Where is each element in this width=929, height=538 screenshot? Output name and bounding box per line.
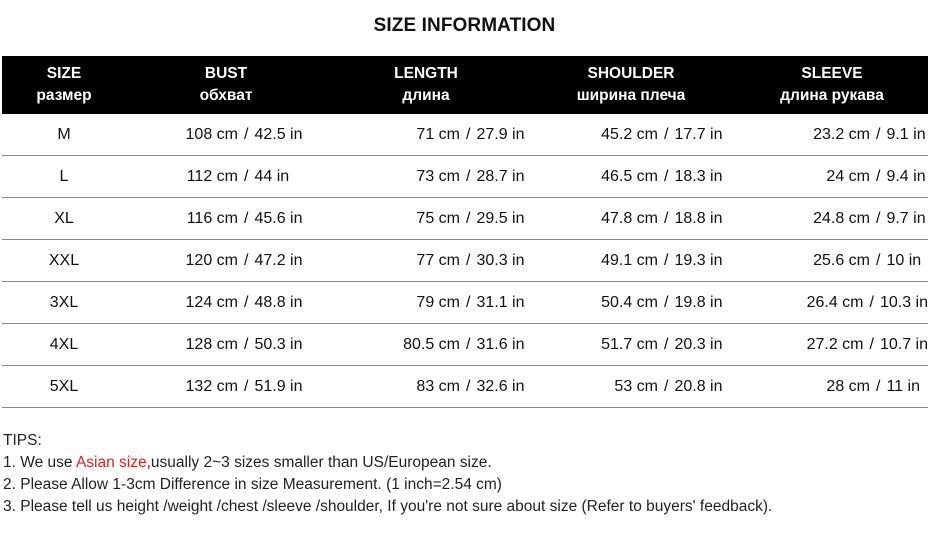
size-cell: XXL bbox=[48, 251, 80, 269]
separator: / bbox=[664, 251, 669, 269]
imperial-value: 9.1 in bbox=[886, 125, 926, 143]
metric-value: 116 cm bbox=[186, 209, 238, 227]
separator: / bbox=[876, 167, 881, 185]
metric-value: 77 cm bbox=[416, 251, 460, 269]
separator: / bbox=[664, 293, 669, 311]
imperial-value: 20.8 in bbox=[674, 377, 723, 395]
shoulder-cell bbox=[526, 168, 736, 186]
imperial-value: 18.8 in bbox=[674, 209, 723, 227]
metric-value: 46.5 cm bbox=[601, 167, 658, 185]
shoulder-cell bbox=[526, 336, 736, 354]
separator: / bbox=[876, 125, 881, 143]
separator: / bbox=[244, 251, 249, 269]
metric-value: 25.6 cm bbox=[813, 251, 870, 269]
size-table bbox=[2, 56, 928, 408]
bust-cell bbox=[126, 168, 326, 186]
imperial-value: 20.3 in bbox=[674, 335, 723, 353]
separator: / bbox=[244, 167, 249, 185]
metric-value: 71 cm bbox=[416, 125, 460, 143]
metric-value: 73 cm bbox=[416, 167, 460, 185]
imperial-value: 30.3 in bbox=[476, 251, 525, 269]
length-cell bbox=[326, 336, 526, 354]
imperial-value: 19.8 in bbox=[674, 293, 723, 311]
size-cell: L bbox=[59, 167, 69, 185]
length-cell bbox=[326, 252, 526, 270]
metric-value: 132 cm bbox=[185, 377, 238, 395]
separator: / bbox=[869, 335, 874, 353]
size-cell: 3XL bbox=[49, 293, 79, 311]
size-cell: 4XL bbox=[49, 335, 79, 353]
separator: / bbox=[466, 209, 471, 227]
separator: / bbox=[466, 167, 471, 185]
separator: / bbox=[876, 251, 881, 269]
separator: / bbox=[664, 209, 669, 227]
bust-cell bbox=[126, 126, 326, 144]
separator: / bbox=[869, 293, 874, 311]
header-length-en: LENGTH bbox=[394, 65, 458, 82]
sleeve-cell bbox=[736, 336, 928, 354]
imperial-value: 48.8 in bbox=[254, 293, 303, 311]
tip-1-prefix: 1. We use bbox=[3, 454, 76, 471]
header-bust-ru: обхват bbox=[199, 87, 253, 104]
separator: / bbox=[466, 125, 471, 143]
size-cell: 5XL bbox=[49, 377, 79, 395]
metric-value: 45.2 cm bbox=[601, 125, 658, 143]
metric-value: 108 cm bbox=[185, 125, 238, 143]
imperial-value: 9.7 in bbox=[886, 209, 926, 227]
size-cell: XL bbox=[54, 209, 74, 227]
imperial-value: 32.6 in bbox=[476, 377, 525, 395]
header-shoulder bbox=[526, 56, 736, 114]
metric-value: 83 cm bbox=[416, 377, 460, 395]
metric-value: 112 cm bbox=[186, 167, 238, 185]
metric-value: 24.8 cm bbox=[813, 209, 870, 227]
shoulder-cell bbox=[526, 252, 736, 270]
sleeve-cell bbox=[736, 378, 928, 396]
imperial-value: 10.7 in bbox=[879, 335, 928, 353]
tips-heading: TIPS: bbox=[3, 432, 42, 449]
metric-value: 120 cm bbox=[185, 251, 238, 269]
table-row bbox=[2, 324, 928, 366]
shoulder-cell bbox=[526, 126, 736, 144]
header-sleeve-en: SLEEVE bbox=[801, 65, 863, 82]
header-length-ru: длина bbox=[402, 87, 450, 104]
metric-value: 50.4 cm bbox=[601, 293, 658, 311]
metric-value: 128 cm bbox=[185, 335, 238, 353]
table-row bbox=[2, 156, 928, 198]
separator: / bbox=[664, 125, 669, 143]
table-row bbox=[2, 114, 928, 156]
metric-value: 53 cm bbox=[614, 377, 658, 395]
header-size-en: SIZE bbox=[46, 65, 82, 82]
table-row bbox=[2, 240, 928, 282]
separator: / bbox=[244, 377, 249, 395]
header-bust-en: BUST bbox=[204, 65, 248, 82]
metric-value: 24 cm bbox=[826, 167, 870, 185]
separator: / bbox=[466, 251, 471, 269]
bust-cell bbox=[126, 252, 326, 270]
bust-cell bbox=[126, 378, 326, 396]
metric-value: 23.2 cm bbox=[813, 125, 870, 143]
tip-1-highlight: Asian size bbox=[75, 454, 147, 471]
tip-1-suffix: ,usually 2~3 sizes smaller than US/European size. bbox=[146, 454, 492, 471]
length-cell bbox=[326, 168, 526, 186]
metric-value: 79 cm bbox=[416, 293, 460, 311]
shoulder-cell bbox=[526, 210, 736, 228]
length-cell bbox=[326, 210, 526, 228]
imperial-value: 47.2 in bbox=[254, 251, 303, 269]
tips-section bbox=[3, 430, 772, 518]
separator: / bbox=[664, 335, 669, 353]
sleeve-cell bbox=[736, 252, 928, 270]
sleeve-cell bbox=[736, 210, 928, 228]
size-cell: M bbox=[57, 125, 71, 143]
table-header bbox=[2, 56, 928, 114]
header-shoulder-ru: ширина плеча bbox=[576, 87, 686, 104]
table-row bbox=[2, 198, 928, 240]
header-length bbox=[326, 56, 526, 114]
metric-value: 124 cm bbox=[185, 293, 238, 311]
separator: / bbox=[466, 293, 471, 311]
header-bust bbox=[126, 56, 326, 114]
imperial-value: 28.7 in bbox=[476, 167, 525, 185]
metric-value: 49.1 cm bbox=[601, 251, 658, 269]
header-size bbox=[2, 56, 126, 114]
separator: / bbox=[664, 377, 669, 395]
imperial-value: 51.9 in bbox=[254, 377, 303, 395]
separator: / bbox=[244, 293, 249, 311]
length-cell bbox=[326, 378, 526, 396]
imperial-value: 31.6 in bbox=[476, 335, 525, 353]
imperial-value: 11 in bbox=[886, 377, 920, 395]
header-sleeve-ru: длина рукава bbox=[780, 87, 884, 104]
imperial-value: 10.3 in bbox=[879, 293, 928, 311]
metric-value: 26.4 cm bbox=[806, 293, 864, 311]
imperial-value: 27.9 in bbox=[476, 125, 525, 143]
tip-2: 2. Please Allow 1-3cm Difference in size Measurement. (1 inch=2.54 cm) bbox=[3, 476, 502, 493]
table-row bbox=[2, 366, 928, 408]
metric-value: 27.2 cm bbox=[806, 335, 864, 353]
length-cell bbox=[326, 126, 526, 144]
imperial-value: 9.4 in bbox=[886, 167, 926, 185]
header-shoulder-en: SHOULDER bbox=[587, 65, 675, 82]
metric-value: 80.5 cm bbox=[403, 335, 460, 353]
tip-3: 3. Please tell us height /weight /chest /sleeve /shoulder, If you're not sure about size (Refer to buyers' feedback). bbox=[3, 498, 773, 515]
separator: / bbox=[466, 377, 471, 395]
bust-cell bbox=[126, 210, 326, 228]
imperial-value: 50.3 in bbox=[254, 335, 303, 353]
sleeve-cell bbox=[736, 168, 928, 186]
imperial-value: 42.5 in bbox=[254, 125, 303, 143]
imperial-value: 44 in bbox=[254, 167, 290, 185]
separator: / bbox=[876, 377, 881, 395]
separator: / bbox=[664, 167, 669, 185]
table-row bbox=[2, 282, 928, 324]
imperial-value: 29.5 in bbox=[476, 209, 525, 227]
imperial-value: 10 in bbox=[886, 251, 922, 269]
bust-cell bbox=[126, 336, 326, 354]
page-title: SIZE INFORMATION bbox=[373, 15, 556, 36]
imperial-value: 17.7 in bbox=[674, 125, 723, 143]
metric-value: 75 cm bbox=[416, 209, 460, 227]
metric-value: 28 cm bbox=[826, 377, 870, 395]
separator: / bbox=[876, 209, 881, 227]
separator: / bbox=[244, 209, 249, 227]
shoulder-cell bbox=[526, 378, 736, 396]
separator: / bbox=[466, 335, 471, 353]
header-sleeve bbox=[736, 56, 928, 114]
imperial-value: 18.3 in bbox=[674, 167, 723, 185]
imperial-value: 31.1 in bbox=[476, 293, 525, 311]
metric-value: 47.8 cm bbox=[601, 209, 658, 227]
separator: / bbox=[244, 335, 249, 353]
imperial-value: 45.6 in bbox=[254, 209, 303, 227]
imperial-value: 19.3 in bbox=[674, 251, 723, 269]
table-body bbox=[2, 114, 928, 408]
bust-cell bbox=[126, 294, 326, 312]
sleeve-cell bbox=[736, 294, 928, 312]
sleeve-cell bbox=[736, 126, 928, 144]
separator: / bbox=[244, 125, 249, 143]
length-cell bbox=[326, 294, 526, 312]
metric-value: 51.7 cm bbox=[601, 335, 658, 353]
tip-1 bbox=[3, 452, 772, 474]
shoulder-cell bbox=[526, 294, 736, 312]
header-size-ru: размер bbox=[36, 87, 92, 104]
